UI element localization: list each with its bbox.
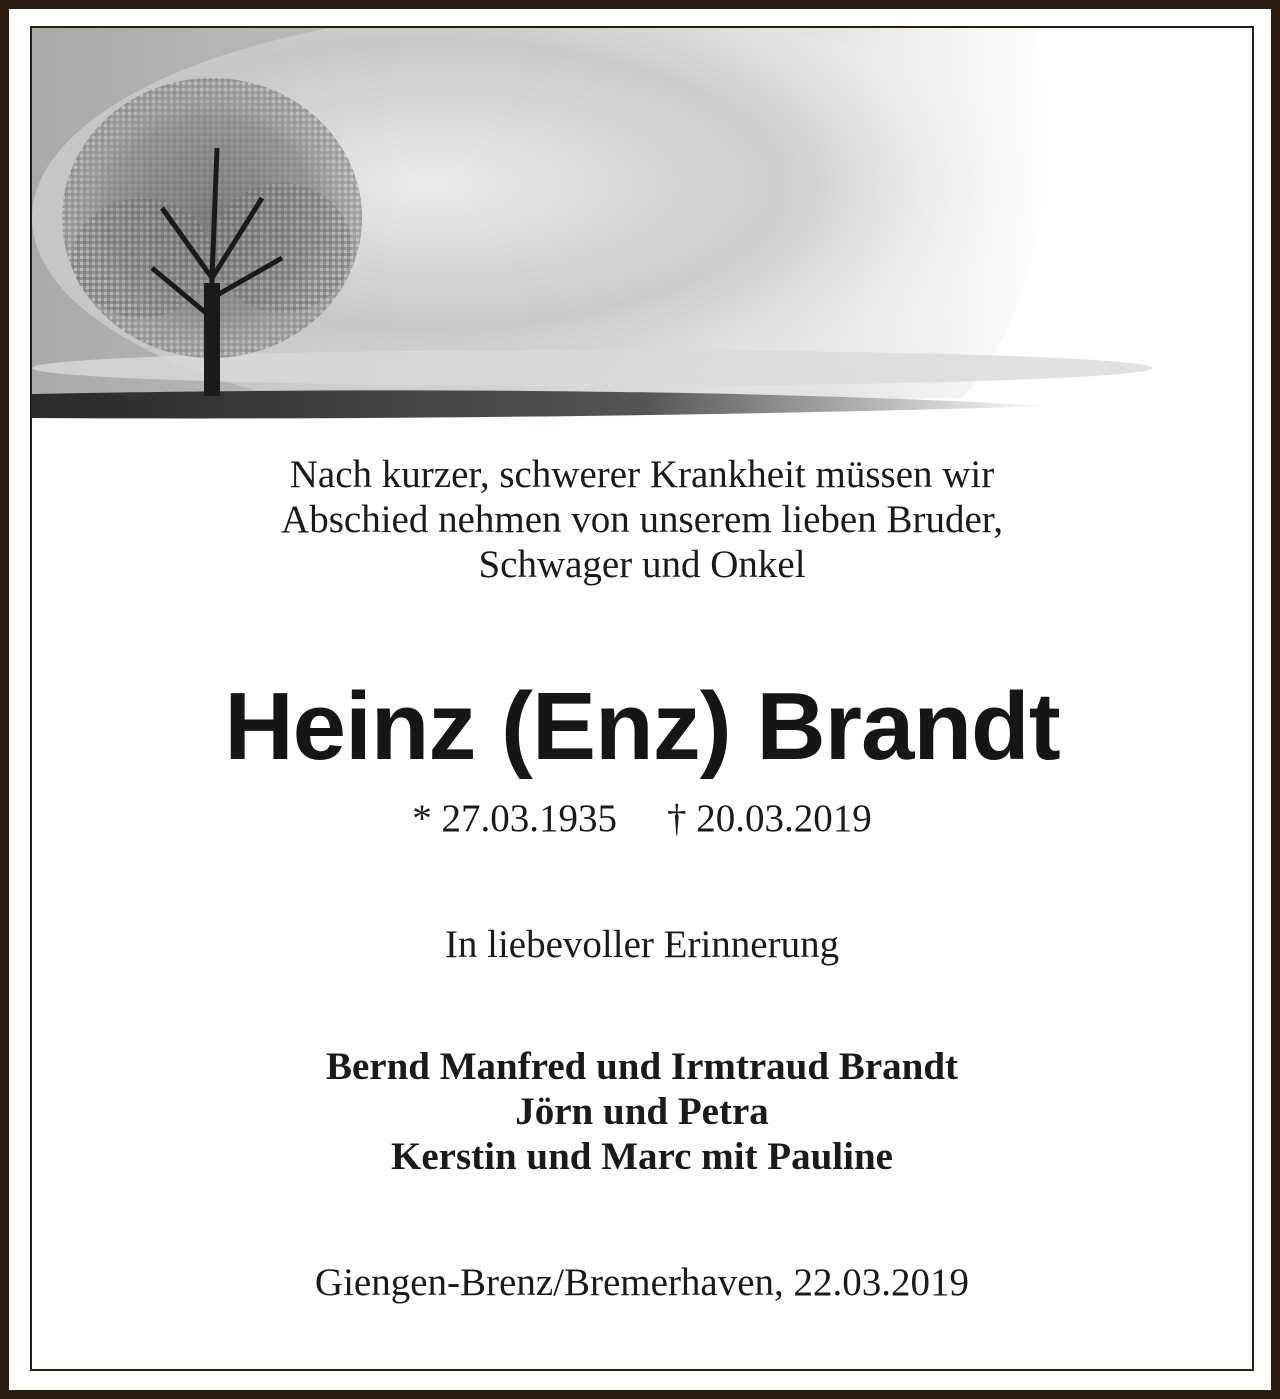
- intro-line: Abschied nehmen von unserem lieben Bruder,: [281, 498, 1003, 541]
- intro-text: [32, 452, 1252, 587]
- intro-line: Schwager und Onkel: [478, 543, 806, 586]
- mourner-line: Bernd Manfred und Irmtraud Brandt: [325, 1045, 959, 1088]
- death-date: † 20.03.2019: [667, 797, 872, 840]
- mourner-line: Jörn und Petra: [515, 1090, 769, 1133]
- life-dates: [32, 796, 1252, 842]
- mourners-list: [32, 1044, 1252, 1179]
- place-and-date: Giengen-Brenz/Bremerhaven, 22.03.2019: [314, 1261, 970, 1304]
- intro-line: Nach kurzer, schwerer Krankheit müssen wir: [289, 453, 995, 496]
- tree-banner: [32, 28, 1252, 428]
- remembrance-text: In liebevoller Erinnerung: [444, 923, 840, 966]
- mourner-line: Kerstin und Marc mit Pauline: [391, 1135, 893, 1178]
- deceased-name: Heinz (Enz) Brandt: [224, 673, 1060, 780]
- obituary-card: [30, 26, 1254, 1371]
- birth-date: * 27.03.1935: [412, 797, 617, 840]
